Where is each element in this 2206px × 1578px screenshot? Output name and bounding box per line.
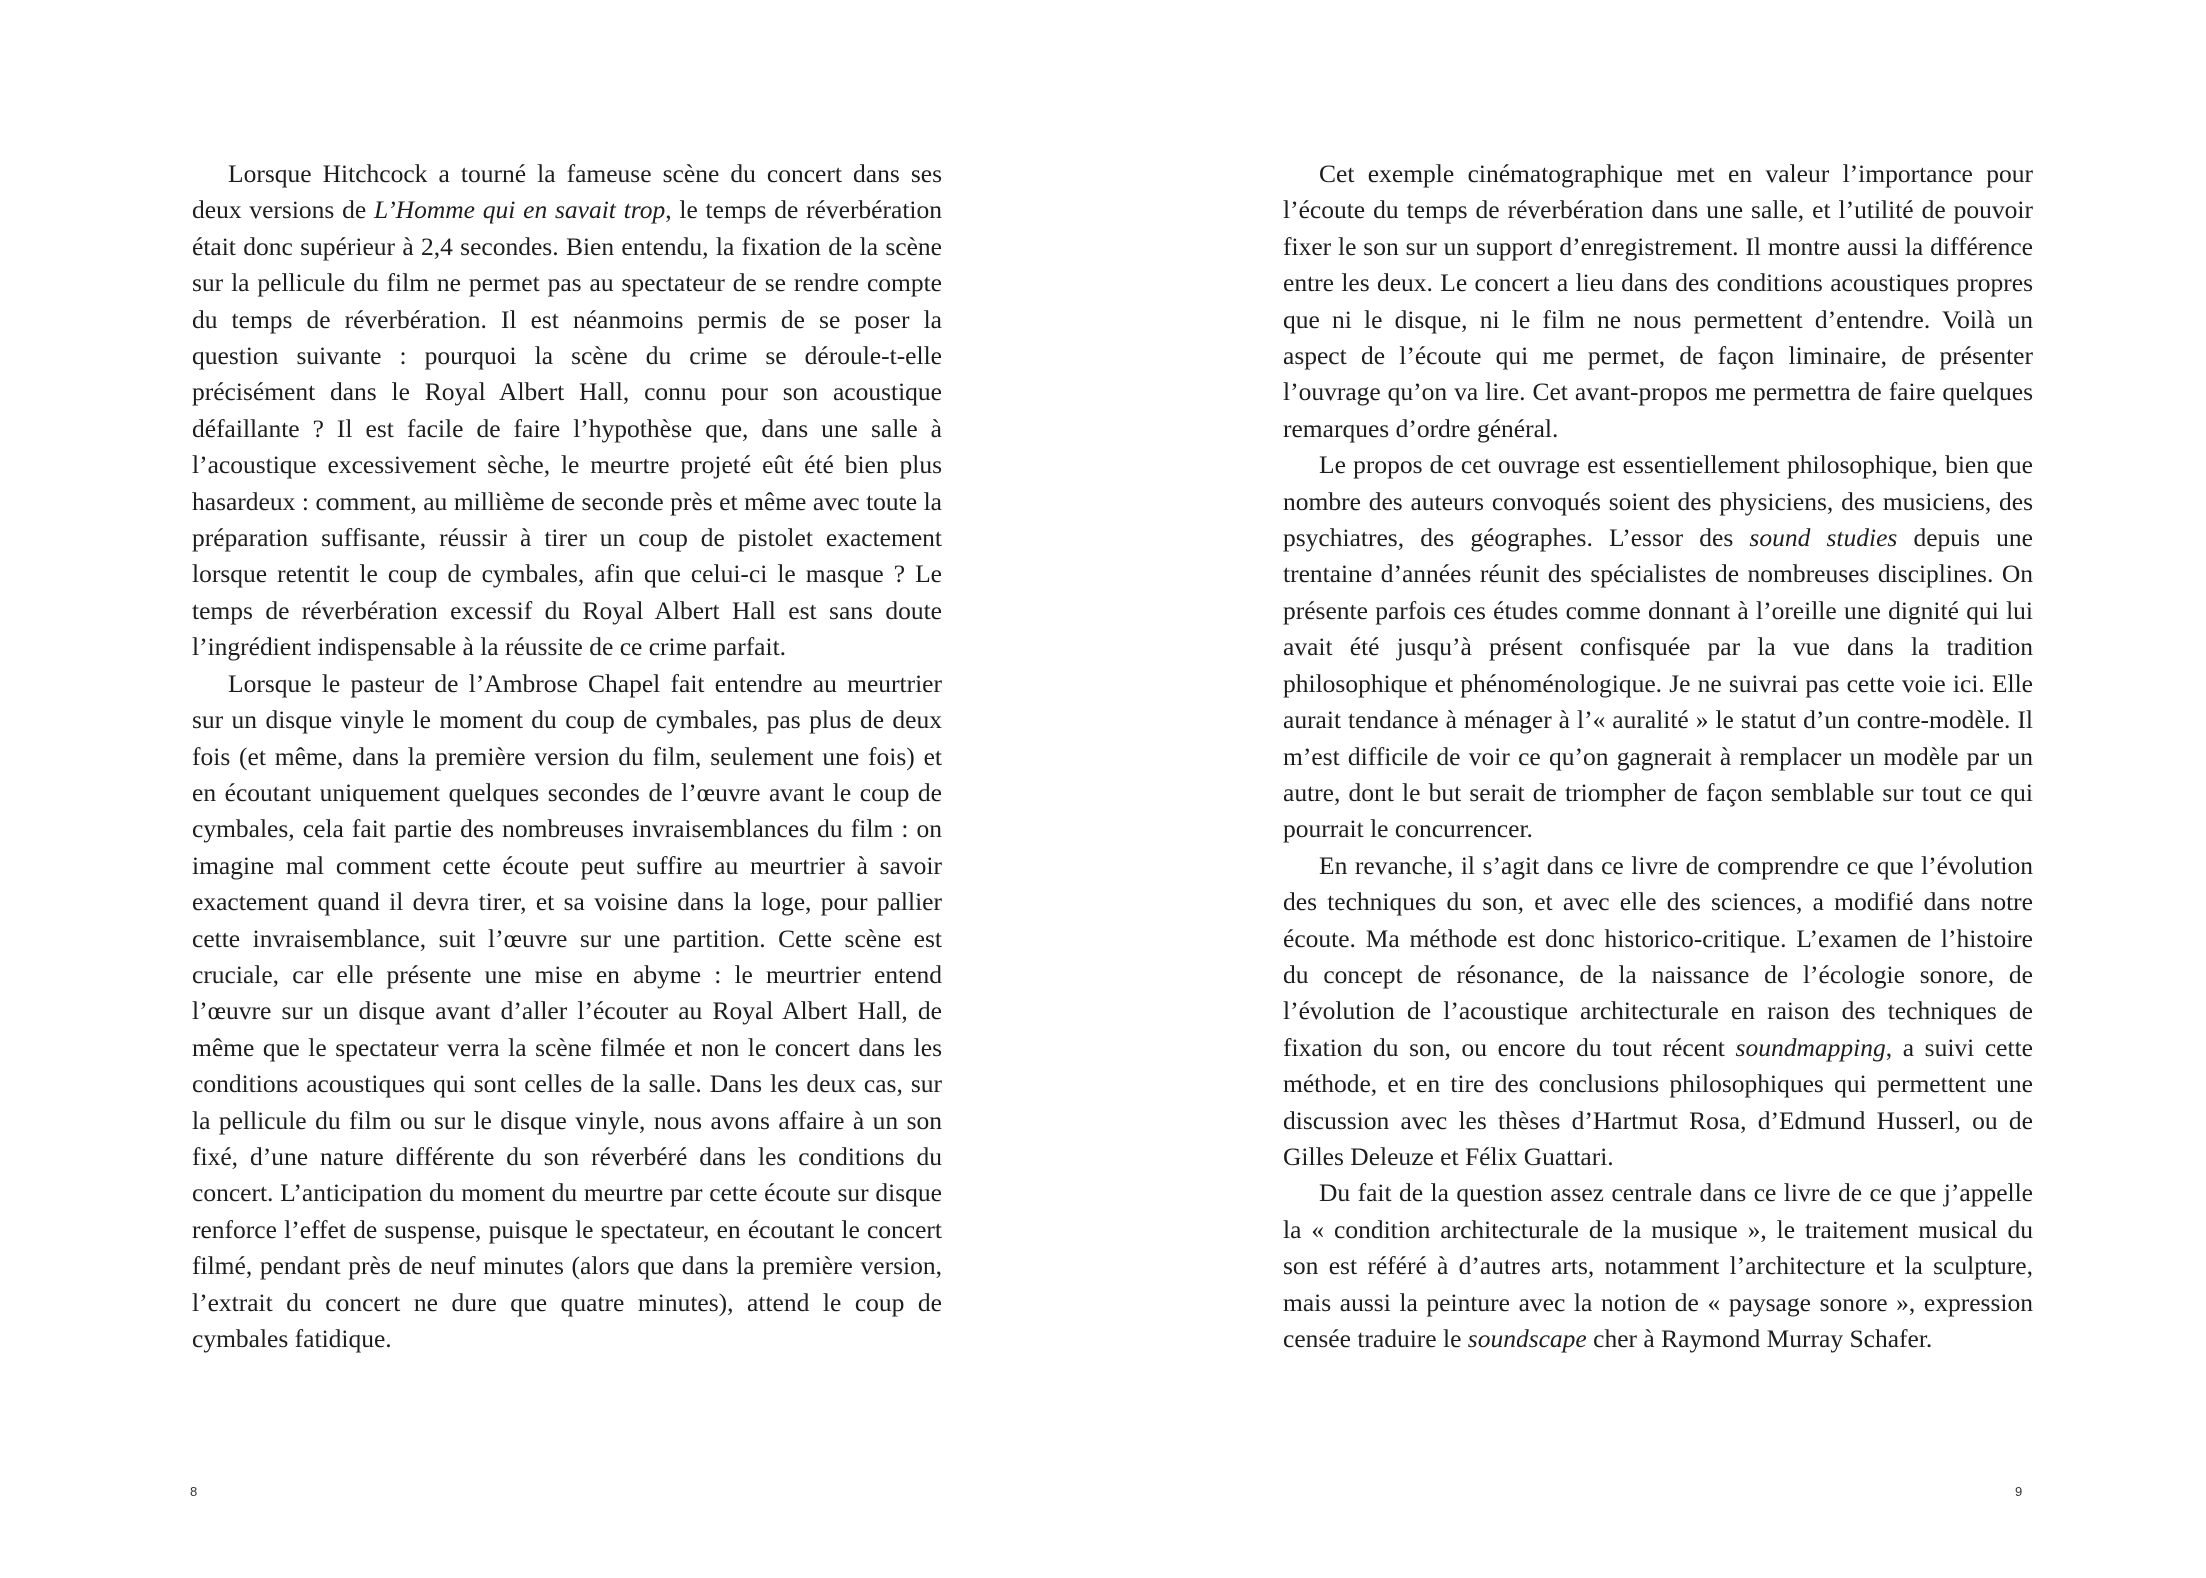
text-run: , a suivi cette méthode, et en tire des conclusions philosophiques qui permettent une discussion avec les thèses d’Hartmut Rosa, d’Edmund Husserl, ou de Gilles Deleuze et Félix Guattari.	[1283, 1032, 2033, 1171]
paragraph	[192, 156, 942, 666]
italic-term: soundmapping	[1735, 1032, 1886, 1062]
italic-term: sound studies	[1749, 523, 1898, 553]
text-run: Cet exemple cinématographique met en valeur l’importance pour l’écoute du temps de réverbération dans une salle, et l’utilité de pouvoir fixer le son sur un support d’enregistrement. Il montre aussi la différence entre les deux. Le concert a lieu dans des conditions acoustiques propres que ni le disque, ni le film ne nous permettent d’entendre. Voilà un aspect de l’écoute qui me permet, de façon liminaire, de présenter l’ouvrage qu’on va lire. Cet avant-propos me permettra de faire quelques remarques d’ordre général.	[1283, 159, 2033, 443]
right-page-text	[1283, 156, 2033, 1357]
text-run: cher à Raymond Murray Schafer.	[1586, 1324, 1933, 1353]
paragraph	[1283, 447, 2033, 847]
right-page	[1103, 0, 2206, 1578]
paragraph	[1283, 848, 2033, 1176]
page-number: 8	[190, 1484, 198, 1499]
paragraph	[192, 666, 942, 1358]
left-page-text	[192, 156, 942, 1357]
paragraph	[1283, 1175, 2033, 1357]
text-run: Le propos de cet ouvrage est essentiellement philosophique, bien que nombre des auteurs convoqués soient des physiciens, des musiciens, des psychiatres, des géographes. L’essor des	[1283, 450, 2033, 553]
text-run: Lorsque le pasteur de l’Ambrose Chapel fait entendre au meurtrier sur un disque vinyle le moment du coup de cymbales, pas plus de deux fois (et même, dans la première version du film, seulement une fois) et en écoutant uniquement quelques secondes de l’œuvre avant le coup de cymbales, cela fait partie des nombreuses invraisemblances du film : on imagine mal comment cette écoute peut suffire au meurtrier à savoir exactement quand il devra tirer, et sa voisine dans la loge, pour pallier cette invraisemblance, suit l’œuvre sur une partition. Cette scène est cruciale, car elle présente une mise en abyme : le meurtrier entend l’œuvre sur un disque avant d’aller l’écouter au Royal Albert Hall, de même que le spectateur verra la scène filmée et non le concert dans les conditions acoustiques qui sont celles de la salle. Dans les deux cas, sur la pellicule du film ou sur le disque vinyle, nous avons affaire à un son fixé, d’une nature différente du son réverbéré dans les conditions du concert. L’anticipation du moment du meurtre par cette écoute sur disque renforce l’effet de suspense, puisque le spectateur, en écoutant le concert filmé, pendant près de neuf minutes (alors que dans la première version, l’extrait du concert ne dure que quatre minutes), attend le coup de cymbales fatidique.	[192, 668, 942, 1353]
book-title: L’Homme qui en savait trop	[373, 195, 666, 225]
paragraph	[1283, 156, 2033, 447]
text-run: depuis une trentaine d’années réunit des spécialistes de nombreuses disciplines. On présente parfois ces études comme donnant à l’oreille une dignité qui lui avait été jusqu’à présent confisquée par la vue dans la tradition philosophique et phénoménologique. Je ne suivrai pas cette voie ici. Elle aurait tendance à ménager à l’« auralité » le statut d’un contre-modèle. Il m’est difficile de voir ce qu’on gagnerait à remplacer un modèle par un autre, dont le but serait de triompher de façon semblable sur tout ce qui pourrait le concurrencer.	[1283, 523, 2033, 844]
text-run: , le temps de réverbération était donc supérieur à 2,4 secondes. Bien entendu, la fixation de la scène sur la pellicule du film ne permet pas au spectateur de se rendre compte du temps de réverbération. Il est néanmoins permis de se poser la question suivante : pourquoi la scène du crime se déroule-t-elle précisément dans le Royal Albert Hall, connu pour son acoustique défaillante ? Il est facile de faire l’hypothèse que, dans une salle à l’acoustique excessivement sèche, le meurtre projeté eût été bien plus hasardeux : comment, au millième de seconde près et même avec toute la préparation suffisante, réussir à tirer un coup de pistolet exactement lorsque retentit le coup de cymbales, afin que celui-ci le masque ? Le temps de réverbération excessif du Royal Albert Hall est sans doute l’ingrédient indispensable à la réussite de ce crime parfait.	[192, 195, 942, 662]
text-run: Lorsque Hitchcock a tourné la fameuse scène du concert dans ses deux versions de	[192, 159, 942, 225]
page-number: 9	[2015, 1484, 2023, 1499]
text-run: En revanche, il s’agit dans ce livre de comprendre ce que l’évolution des techniques du son, et avec elle des sciences, a modifié dans notre écoute. Ma méthode est donc historico-critique. L’examen de l’histoire du concept de résonance, de la naissance de l’écologie sonore, de l’évolution de l’acoustique architecturale en raison des techniques de fixation du son, ou encore du tout récent	[1283, 850, 2033, 1062]
text-run: Du fait de la question assez centrale dans ce livre de ce que j’appelle la « condition architecturale de la musique », le traitement musical du son est référé à d’autres arts, notamment l’architecture et la sculpture, mais aussi la peinture avec la notion de « paysage sonore », expression censée traduire le	[1283, 1178, 2033, 1353]
italic-term: soundscape	[1467, 1324, 1587, 1353]
